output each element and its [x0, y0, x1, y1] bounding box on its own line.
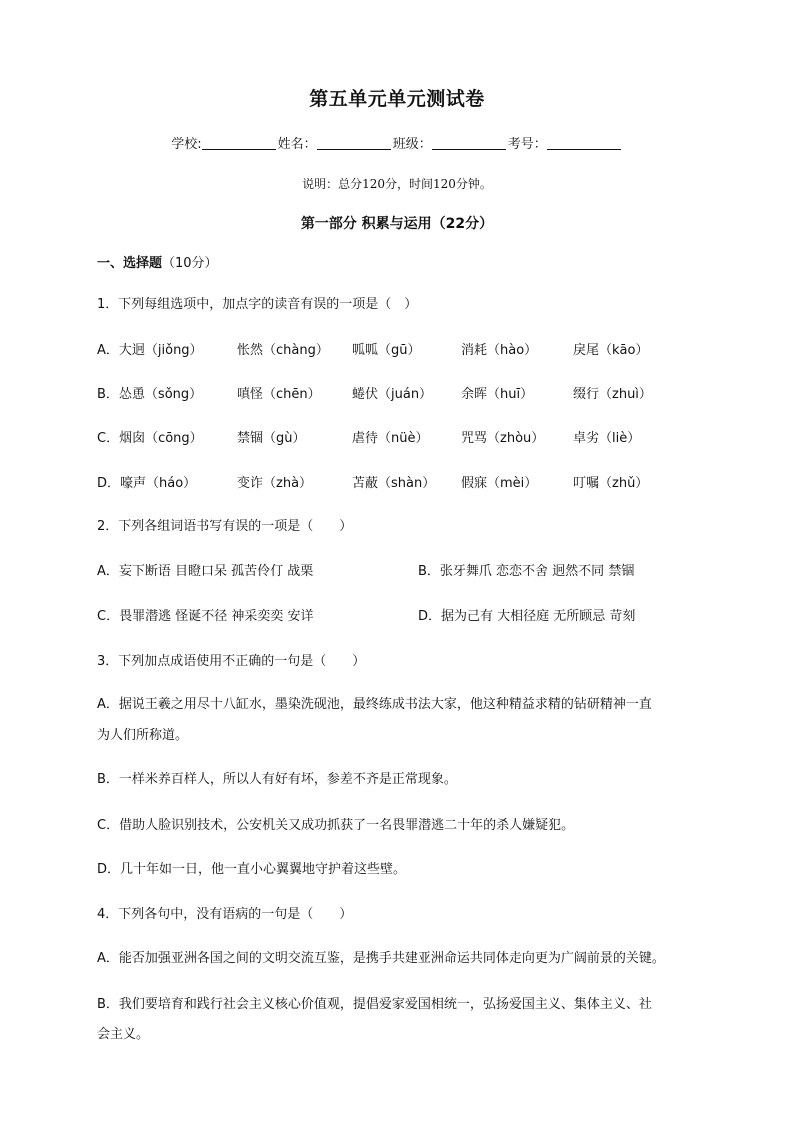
- q1-c-item-4: 咒骂（zhòu）: [461, 431, 545, 446]
- part-heading: 第一部分 积累与运用（22分）: [300, 216, 494, 232]
- exam-no-blank: [547, 137, 621, 150]
- page-title: 第五单元单元测试卷: [309, 88, 485, 110]
- q1-a-item-3: 呱呱（gū）: [352, 343, 421, 358]
- q1-d-item-2: 变诈（zhà）: [237, 476, 313, 491]
- name-blank: [317, 137, 391, 150]
- q1-d-item-4: 假寐（mèi）: [461, 476, 538, 491]
- class-blank: [432, 137, 506, 150]
- student-info-row: [0, 133, 794, 152]
- q1-c-item-3: 虐待（nüè）: [352, 431, 429, 446]
- q3-option-b: B．一样米养百样人，所以人有好有坏，参差不齐是正常现象。: [97, 772, 457, 787]
- q4-option-b-line1: B．我们要培育和践行社会主义核心价值观，提倡爱家爱国相统一，弘扬爱国主义、集体主义、社: [97, 997, 652, 1012]
- q1-c-item-1: C．烟囱（cōng）: [97, 431, 203, 446]
- q1-d-item-3: 苫蔽（shàn）: [352, 476, 436, 491]
- q1-c-item-5: 卓劣（liè）: [573, 431, 641, 446]
- exam-no-label: 考号：: [507, 137, 547, 152]
- q3-stem: 3．下列加点成语使用不正确的一句是（ ）: [97, 654, 366, 669]
- q2-stem: 2．下列各组词语书写有误的一项是（ ）: [97, 519, 353, 534]
- q2-option-a: A．妄下断语 目瞪口呆 孤苦伶仃 战栗: [97, 564, 314, 579]
- q1-b-item-5: 缀行（zhuì）: [573, 387, 652, 402]
- q1-stem: 1．下列每组选项中，加点字的读音有误的一项是（ ）: [97, 297, 418, 312]
- q1-a-item-2: 怅然（chàng）: [237, 343, 329, 358]
- q2-option-b: B．张牙舞爪 恋恋不舍 迥然不同 禁锢: [418, 564, 635, 579]
- q3-option-a-line1: A．据说王羲之用尽十八缸水，墨染洗砚池，最终练成书法大家，他这种精益求精的钻研精神一直: [97, 697, 652, 712]
- q2-option-d: D．据为己有 大相径庭 无所顾忌 苛刻: [418, 609, 636, 624]
- q3-option-a-line2: 为人们所称道。: [97, 728, 189, 743]
- q1-b-item-3: 蜷伏（juán）: [352, 387, 433, 402]
- exam-note: 说明：总分120分，时间120分钟。: [302, 177, 492, 191]
- q1-a-item-1: A．大迥（jiǒng）: [97, 343, 203, 358]
- q1-b-item-2: 嗔怪（chēn）: [237, 387, 321, 402]
- section-heading: [97, 252, 218, 271]
- q1-a-item-5: 戾尾（kāo）: [573, 343, 649, 358]
- q1-b-item-1: B．怂恿（sǒng）: [97, 387, 203, 402]
- q3-option-c: C．借助人脸识别技术，公安机关又成功抓获了一名畏罪潜逃二十年的杀人嫌疑犯。: [97, 818, 575, 833]
- section-title: 一、选择题: [97, 256, 163, 271]
- q3-option-d: D．几十年如一日，他一直小心翼翼地守护着这些壁。: [97, 862, 407, 877]
- school-blank: [202, 137, 276, 150]
- q2-option-c: C．畏罪潜逃 怪诞不径 神采奕奕 安详: [97, 609, 314, 624]
- q4-option-a: A．能否加强亚洲各国之间的文明交流互鉴，是携手共建亚洲命运共同体走向更为广阔前景的关键。: [97, 951, 665, 966]
- school-label: 学校:: [171, 137, 202, 152]
- section-score: （10分）: [162, 256, 218, 271]
- q4-option-b-line2: 会主义。: [97, 1027, 150, 1042]
- name-label: 姓名：: [277, 137, 317, 152]
- class-label: 班级：: [392, 137, 432, 152]
- q1-d-item-5: 叮嘱（zhǔ）: [573, 476, 649, 491]
- q4-stem: 4．下列各句中，没有语病的一句是（ ）: [97, 907, 353, 922]
- q1-d-item-1: D．嚎声（háo）: [97, 476, 197, 491]
- q1-c-item-2: 禁锢（gù）: [237, 431, 306, 446]
- q1-b-item-4: 余晖（huī）: [461, 387, 534, 402]
- q1-a-item-4: 消耗（hào）: [461, 343, 538, 358]
